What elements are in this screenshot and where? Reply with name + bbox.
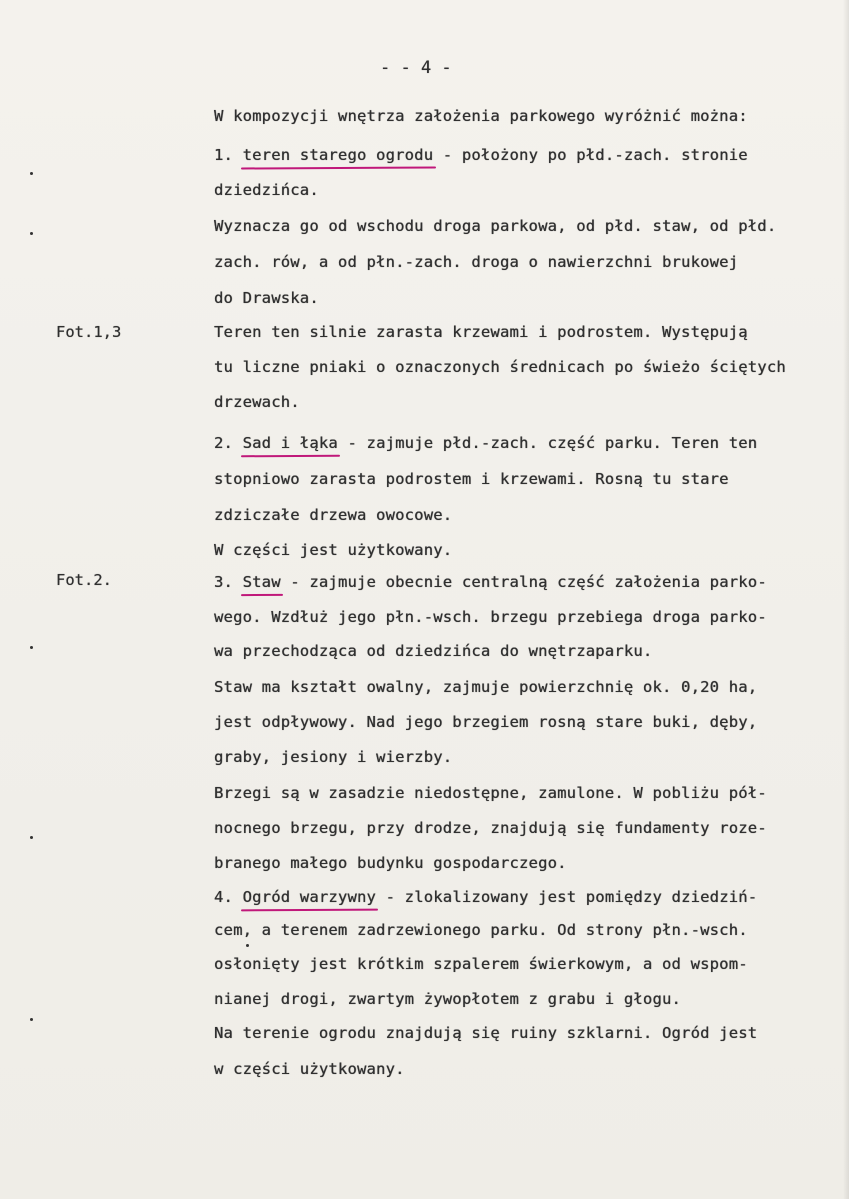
text-line: Wyznacza go od wschodu droga parkowa, od płd. staw, od płd. — [214, 217, 777, 235]
line-text: - zlokalizowany jest pomiędzy dziedziń- — [376, 888, 758, 906]
text-line: zdziczałe drzewa owocowe. — [214, 506, 453, 524]
list-number: 1. — [214, 146, 243, 164]
text-line: nianej drogi, zwartym żywopłotem z grabu i głogu. — [214, 990, 682, 1008]
text-line: graby, jesiony i wierzby. — [214, 748, 453, 766]
underlined-heading: Sad i łąka — [242, 434, 338, 452]
text-line: Staw ma kształt owalny, zajmuje powierzchnię ok. 0,20 ha, — [214, 678, 758, 696]
text-line: drzewach. — [214, 393, 300, 411]
text-line: do Drawska. — [214, 289, 319, 307]
text-line: w części użytkowany. — [214, 1060, 405, 1078]
text-line: osłonięty jest krótkim szpalerem świerkowym, a od wspom- — [214, 955, 748, 973]
text-line: Teren ten silnie zarasta krzewami i podrostem. Występują — [214, 323, 748, 341]
text-line: cem, a terenem zadrzewionego parku. Od strony płn.-wsch. — [214, 921, 748, 939]
text-line: W części jest użytkowany. — [214, 541, 453, 559]
text-line: dziedzińca. — [214, 181, 319, 199]
ink-dot — [246, 944, 249, 947]
text-line: jest odpływowy. Nad jego brzegiem rosną stare buki, dęby, — [214, 713, 758, 731]
text-line — [214, 887, 757, 907]
margin-note-photo-2: Fot.2. — [56, 571, 112, 589]
page-number: - - 4 - — [380, 58, 452, 78]
list-number: 3. — [214, 573, 243, 591]
line-text: - położony po płd.-zach. stronie — [433, 146, 748, 164]
text-line: nocnego brzegu, przy drodze, znajdują się fundamenty roze- — [214, 819, 767, 837]
underlined-heading: teren starego ogrodu — [242, 146, 434, 164]
text-line: wa przechodząca od dziedzińca do wnętrzaparku. — [214, 642, 653, 660]
margin-dot — [30, 172, 33, 175]
margin-note-photo-1-3: Fot.1,3 — [56, 323, 122, 341]
text-line: W kompozycji wnętrza założenia parkowego wyróżnić można: — [214, 107, 748, 125]
text-line: Brzegi są w zasadzie niedostępne, zamulone. W pobliżu pół- — [214, 784, 767, 802]
underlined-heading: Staw — [242, 573, 281, 591]
margin-dot — [30, 232, 33, 235]
text-line: Na terenie ogrodu znajdują się ruiny szklarni. Ogród jest — [214, 1024, 758, 1042]
margin-dot — [30, 646, 33, 649]
text-line — [214, 572, 767, 592]
list-number: 4. — [214, 888, 243, 906]
text-line: tu liczne pniaki o oznaczonych średnicach po świeżo ściętych — [214, 358, 786, 376]
page-edge-shadow — [843, 0, 849, 1199]
margin-dot — [30, 1018, 33, 1021]
text-line: wego. Wzdłuż jego płn.-wsch. brzegu przebiega droga parko- — [214, 608, 767, 626]
list-number: 2. — [214, 434, 243, 452]
text-line — [214, 145, 748, 165]
text-line: stopniowo zarasta podrostem i krzewami. Rosną tu stare — [214, 470, 729, 488]
line-text: - zajmuje obecnie centralną część założenia parko- — [280, 573, 767, 591]
text-line: zach. rów, a od płn.-zach. droga o nawierzchni brukowej — [214, 253, 739, 271]
text-line — [214, 433, 757, 453]
underlined-heading: Ogród warzywny — [242, 888, 377, 906]
text-line: branego małego budynku gospodarczego. — [214, 854, 567, 872]
line-text: - zajmuje płd.-zach. część parku. Teren ten — [337, 434, 758, 452]
margin-dot — [30, 836, 33, 839]
